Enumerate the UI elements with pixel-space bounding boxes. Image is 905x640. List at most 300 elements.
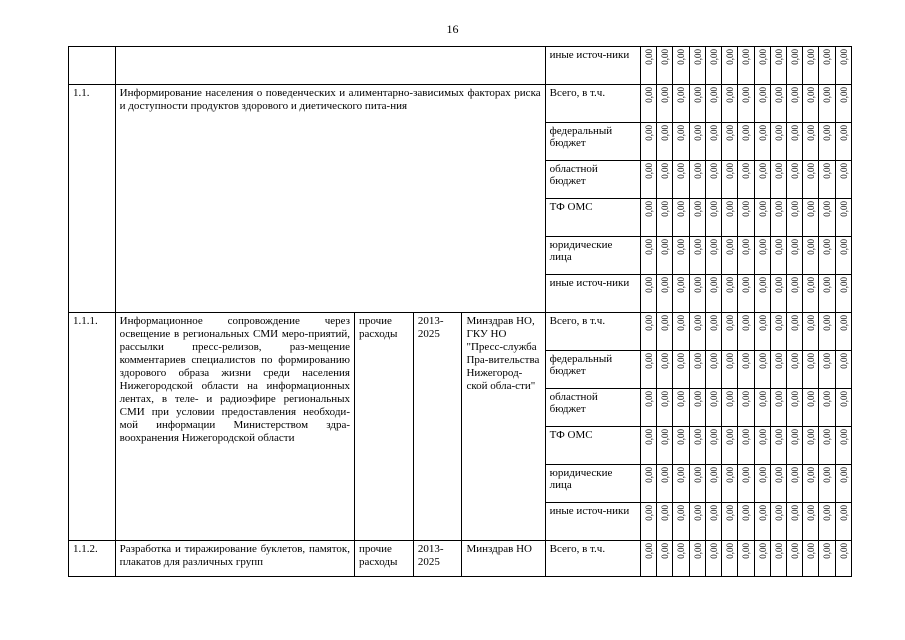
value-cell [819,313,835,351]
value-cell [738,161,754,199]
value-text: 0,00 [773,543,784,559]
value-text: 0,00 [822,543,833,559]
value-cell [673,237,689,275]
value-text: 0,00 [708,125,719,141]
value-cell [657,85,673,123]
executor-cell: Минздрав НО [462,541,545,577]
value-cell [722,389,738,427]
value-cell [819,123,835,161]
value-cell [819,541,835,577]
value-text: 0,00 [773,87,784,103]
executor-cell: Минздрав НО, ГКУ НО "Пресс-служба Пра-вительства Нижегород-ской обла-сти" [462,313,545,541]
page-number: 16 [446,22,459,36]
value-text: 0,00 [643,201,654,217]
value-text: 0,00 [838,505,849,521]
value-text: 0,00 [773,277,784,293]
value-cell [819,199,835,237]
value-text: 0,00 [725,163,736,179]
value-cell [722,47,738,85]
value-text: 0,00 [660,543,671,559]
value-text: 0,00 [822,353,833,369]
value-text: 0,00 [708,315,719,331]
title-cell: Информирование населения о поведенческих и алиментарно-зависимых факторах риска и доступности продуктов здорового и диетического пита-ния [115,85,545,313]
value-cell [705,199,721,237]
value-text: 0,00 [773,505,784,521]
value-cell [770,123,786,161]
value-cell [689,161,705,199]
value-cell [770,161,786,199]
value-text: 0,00 [789,315,800,331]
value-cell [835,427,851,465]
value-cell [705,123,721,161]
value-text: 0,00 [692,49,703,65]
value-cell [754,199,770,237]
value-text: 0,00 [676,353,687,369]
value-cell [803,199,819,237]
value-text: 0,00 [660,391,671,407]
value-cell [803,237,819,275]
value-text: 0,00 [806,391,817,407]
value-cell [689,313,705,351]
value-cell [640,503,656,541]
value-cell [754,389,770,427]
value-cell [657,237,673,275]
value-text: 0,00 [789,543,800,559]
value-cell [689,237,705,275]
value-text: 0,00 [676,543,687,559]
value-text: 0,00 [708,543,719,559]
value-text: 0,00 [692,353,703,369]
value-text: 0,00 [741,505,752,521]
value-text: 0,00 [725,467,736,483]
value-text: 0,00 [692,277,703,293]
value-text: 0,00 [660,201,671,217]
value-text: 0,00 [660,125,671,141]
value-cell [819,85,835,123]
value-text: 0,00 [789,429,800,445]
value-cell [689,123,705,161]
value-cell [640,389,656,427]
value-cell [722,237,738,275]
value-cell [722,351,738,389]
value-text: 0,00 [660,315,671,331]
value-cell [705,427,721,465]
value-cell [705,161,721,199]
value-text: 0,00 [708,429,719,445]
source-label: федеральный бюджет [545,123,640,161]
value-cell [673,123,689,161]
value-text: 0,00 [773,391,784,407]
value-text: 0,00 [822,505,833,521]
value-cell [754,541,770,577]
value-cell [754,427,770,465]
value-cell [786,161,802,199]
value-cell [770,47,786,85]
value-cell [722,275,738,313]
value-text: 0,00 [838,201,849,217]
value-cell [722,123,738,161]
value-cell [705,389,721,427]
value-cell [705,85,721,123]
value-text: 0,00 [741,163,752,179]
value-cell [722,541,738,577]
value-text: 0,00 [806,87,817,103]
value-text: 0,00 [773,163,784,179]
value-text: 0,00 [660,239,671,255]
value-text: 0,00 [806,467,817,483]
value-text: 0,00 [660,429,671,445]
source-label: иные источ-ники [545,275,640,313]
value-text: 0,00 [789,163,800,179]
value-text: 0,00 [773,49,784,65]
value-text: 0,00 [676,87,687,103]
value-cell [786,503,802,541]
value-text: 0,00 [741,87,752,103]
value-text: 0,00 [806,543,817,559]
expense-type-cell: прочие расходы [355,541,414,577]
value-text: 0,00 [660,277,671,293]
value-cell [689,503,705,541]
value-text: 0,00 [676,429,687,445]
value-text: 0,00 [789,353,800,369]
value-cell [657,47,673,85]
value-cell [657,503,673,541]
value-cell [754,85,770,123]
value-text: 0,00 [708,87,719,103]
value-text: 0,00 [692,239,703,255]
value-text: 0,00 [757,125,768,141]
code-cell: 1.1.2. [69,541,116,577]
value-text: 0,00 [676,277,687,293]
title-cell: Информационное сопровождение через освещение в региональных СМИ меро-приятий, рассылки пресс-релизов, раз-мещение комментариев специалистов по формированию здорового образа жизни среди населения Нижегородской области на информационных лентах, в теле- и радиоэфире региональных СМИ при условии предоставления необходи-мой информации Министерством здра-воохранения Нижегородской области [115,313,354,541]
value-cell [689,427,705,465]
value-cell [689,199,705,237]
value-cell [689,541,705,577]
value-cell [738,47,754,85]
value-cell [689,275,705,313]
value-text: 0,00 [838,315,849,331]
value-cell [803,275,819,313]
value-cell [673,275,689,313]
value-cell [786,275,802,313]
value-text: 0,00 [806,163,817,179]
value-text: 0,00 [660,505,671,521]
value-cell [640,427,656,465]
value-cell [640,275,656,313]
value-text: 0,00 [822,391,833,407]
value-text: 0,00 [757,429,768,445]
value-text: 0,00 [838,49,849,65]
value-cell [689,85,705,123]
value-cell [722,503,738,541]
value-cell [786,199,802,237]
source-label: областной бюджет [545,389,640,427]
value-cell [673,465,689,503]
value-text: 0,00 [692,505,703,521]
value-cell [754,313,770,351]
value-cell [819,275,835,313]
value-text: 0,00 [643,125,654,141]
value-text: 0,00 [838,277,849,293]
value-text: 0,00 [741,353,752,369]
value-text: 0,00 [822,277,833,293]
value-cell [640,47,656,85]
value-text: 0,00 [725,277,736,293]
value-text: 0,00 [773,467,784,483]
value-cell [738,465,754,503]
code-cell: 1.1.1. [69,313,116,541]
title-cell: Разработка и тиражирование буклетов, памяток, плакатов для различных групп [115,541,354,577]
source-label: федеральный бюджет [545,351,640,389]
source-label: Всего, в т.ч. [545,85,640,123]
value-cell [738,503,754,541]
value-cell [803,47,819,85]
value-cell [657,427,673,465]
value-cell [835,541,851,577]
value-text: 0,00 [757,277,768,293]
value-text: 0,00 [725,87,736,103]
value-text: 0,00 [773,429,784,445]
value-cell [819,47,835,85]
value-text: 0,00 [757,87,768,103]
value-cell [786,123,802,161]
value-text: 0,00 [822,163,833,179]
value-cell [835,503,851,541]
value-text: 0,00 [725,505,736,521]
value-text: 0,00 [789,467,800,483]
value-text: 0,00 [708,49,719,65]
value-cell [705,237,721,275]
value-text: 0,00 [741,49,752,65]
value-cell [754,47,770,85]
value-text: 0,00 [643,353,654,369]
value-cell [835,161,851,199]
value-text: 0,00 [806,201,817,217]
value-cell [786,85,802,123]
value-text: 0,00 [741,277,752,293]
value-cell [673,541,689,577]
value-text: 0,00 [806,429,817,445]
value-cell [819,161,835,199]
value-cell [722,313,738,351]
value-cell [770,427,786,465]
value-cell [722,161,738,199]
value-cell [819,465,835,503]
value-cell [640,465,656,503]
value-cell [835,275,851,313]
value-cell [640,123,656,161]
source-label: иные источ-ники [545,47,640,85]
value-text: 0,00 [725,49,736,65]
value-text: 0,00 [692,87,703,103]
value-text: 0,00 [741,467,752,483]
value-cell [754,351,770,389]
value-cell [738,427,754,465]
value-text: 0,00 [643,49,654,65]
value-cell [657,351,673,389]
value-text: 0,00 [725,125,736,141]
value-cell [770,199,786,237]
value-cell [640,237,656,275]
value-cell [835,123,851,161]
value-cell [657,199,673,237]
value-cell [722,85,738,123]
source-label: ТФ ОМС [545,199,640,237]
value-cell [673,351,689,389]
value-cell [819,427,835,465]
value-cell [835,199,851,237]
value-text: 0,00 [692,201,703,217]
value-text: 0,00 [822,429,833,445]
value-text: 0,00 [773,125,784,141]
value-cell [640,313,656,351]
title-cell [115,47,545,85]
value-cell [657,161,673,199]
value-text: 0,00 [789,239,800,255]
value-cell [657,389,673,427]
value-cell [770,313,786,351]
value-cell [786,237,802,275]
value-cell [738,313,754,351]
value-cell [657,465,673,503]
value-cell [770,541,786,577]
value-cell [673,47,689,85]
value-text: 0,00 [643,277,654,293]
value-text: 0,00 [725,353,736,369]
value-cell [754,275,770,313]
value-text: 0,00 [643,163,654,179]
value-cell [786,427,802,465]
value-cell [705,47,721,85]
value-cell [673,503,689,541]
value-text: 0,00 [660,467,671,483]
value-cell [770,85,786,123]
value-cell [705,503,721,541]
value-text: 0,00 [643,391,654,407]
value-cell [803,161,819,199]
value-text: 0,00 [692,391,703,407]
source-label: юридические лица [545,237,640,275]
value-text: 0,00 [708,239,719,255]
value-text: 0,00 [806,277,817,293]
value-text: 0,00 [822,125,833,141]
value-cell [754,465,770,503]
value-text: 0,00 [789,87,800,103]
code-cell [69,47,116,85]
value-cell [754,161,770,199]
value-cell [786,351,802,389]
value-text: 0,00 [708,391,719,407]
value-text: 0,00 [692,429,703,445]
table-body [69,47,852,577]
value-cell [689,351,705,389]
value-text: 0,00 [789,391,800,407]
value-text: 0,00 [838,467,849,483]
value-text: 0,00 [822,467,833,483]
value-text: 0,00 [643,315,654,331]
value-cell [657,541,673,577]
value-cell [754,123,770,161]
value-text: 0,00 [741,391,752,407]
value-cell [640,199,656,237]
value-cell [835,465,851,503]
value-cell [770,503,786,541]
value-text: 0,00 [806,125,817,141]
value-text: 0,00 [757,467,768,483]
value-cell [673,389,689,427]
value-text: 0,00 [838,543,849,559]
value-cell [770,465,786,503]
value-text: 0,00 [838,239,849,255]
value-cell [738,389,754,427]
value-cell [835,47,851,85]
value-cell [640,541,656,577]
value-text: 0,00 [741,201,752,217]
value-cell [738,199,754,237]
value-text: 0,00 [708,353,719,369]
value-cell [640,351,656,389]
value-cell [819,389,835,427]
value-cell [786,313,802,351]
value-text: 0,00 [692,163,703,179]
value-text: 0,00 [643,543,654,559]
value-text: 0,00 [643,239,654,255]
value-text: 0,00 [757,353,768,369]
value-cell [738,237,754,275]
value-cell [689,465,705,503]
value-cell [705,313,721,351]
value-cell [819,351,835,389]
value-cell [689,47,705,85]
value-text: 0,00 [741,125,752,141]
value-text: 0,00 [660,353,671,369]
value-text: 0,00 [643,467,654,483]
value-text: 0,00 [757,239,768,255]
value-text: 0,00 [725,315,736,331]
value-text: 0,00 [660,163,671,179]
value-cell [835,351,851,389]
value-text: 0,00 [773,315,784,331]
value-cell [722,465,738,503]
value-cell [770,275,786,313]
value-text: 0,00 [789,49,800,65]
value-cell [786,47,802,85]
value-text: 0,00 [692,125,703,141]
value-text: 0,00 [773,201,784,217]
value-text: 0,00 [676,201,687,217]
value-cell [803,427,819,465]
source-label: ТФ ОМС [545,427,640,465]
value-cell [803,85,819,123]
value-text: 0,00 [838,429,849,445]
source-label: Всего, в т.ч. [545,313,640,351]
value-text: 0,00 [789,277,800,293]
value-cell [770,389,786,427]
value-text: 0,00 [838,87,849,103]
value-cell [770,237,786,275]
value-text: 0,00 [725,429,736,445]
value-cell [705,465,721,503]
source-label: юридические лица [545,465,640,503]
value-cell [738,85,754,123]
value-text: 0,00 [708,505,719,521]
value-cell [673,313,689,351]
period-cell: 2013-2025 [413,313,462,541]
value-cell [722,427,738,465]
program-table [68,46,852,577]
value-text: 0,00 [708,277,719,293]
value-cell [705,541,721,577]
